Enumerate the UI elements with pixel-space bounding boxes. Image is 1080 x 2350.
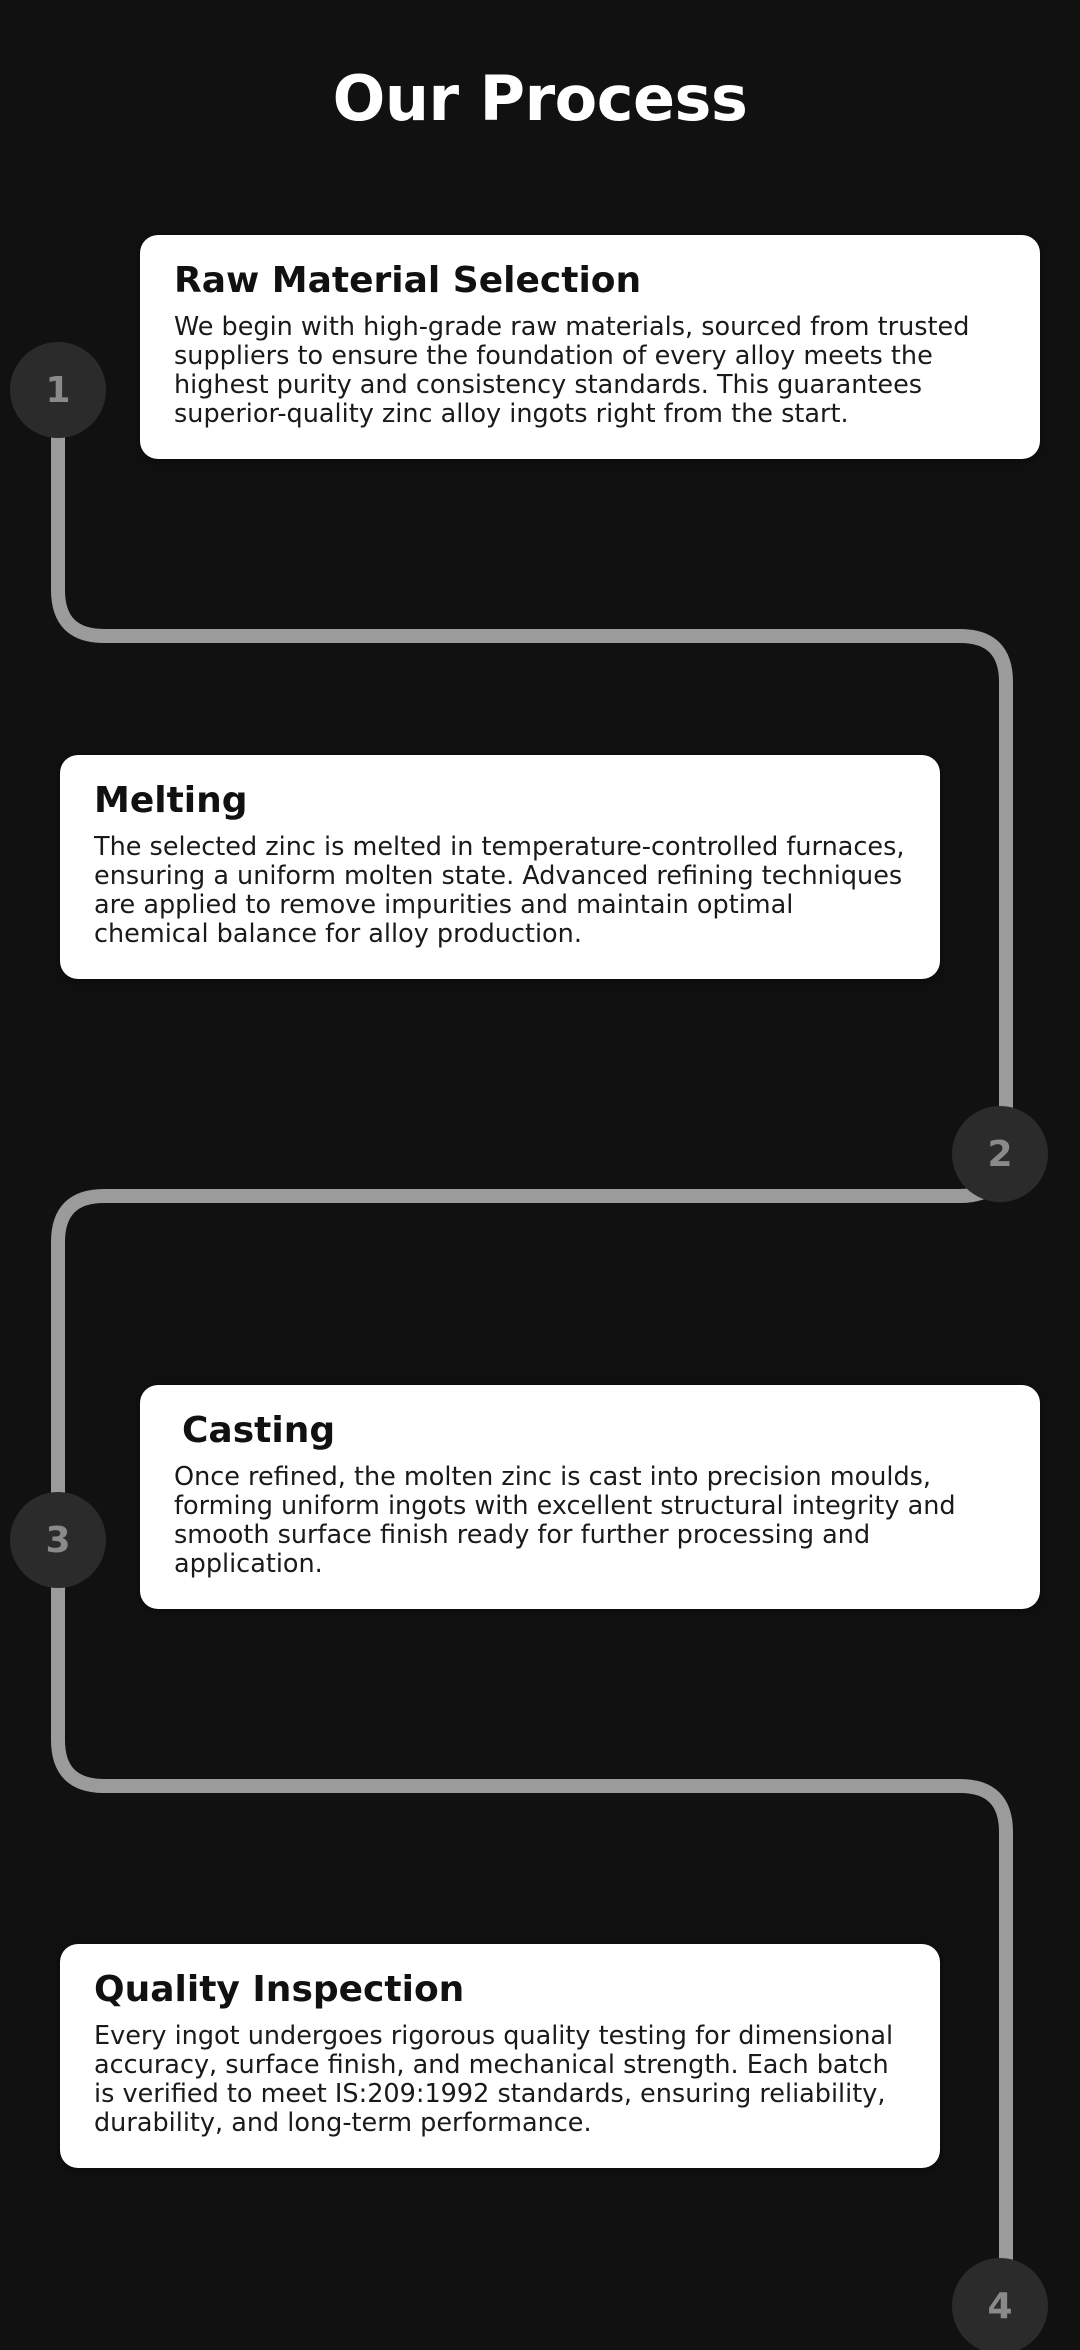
step-number-badge-1: 1 <box>10 342 106 438</box>
step-title-3: Casting <box>182 1410 336 1451</box>
step-body-3: Once refined, the molten zinc is cast into precision moulds, forming uniform ingots with excellent structural integrity and smooth surface finish ready for further processing and application. <box>174 1461 956 1579</box>
step-body-1: We begin with high-grade raw materials, sourced from trusted suppliers to ensure the foundation of every alloy meets the highest purity and consistency standards. This guarantees superior-quality zinc alloy ingots right from the start. <box>174 311 970 429</box>
step-body-2: The selected zinc is melted in temperature-controlled furnaces, ensuring a uniform molten state. Advanced refining techniques are applied to remove impurities and maintain optimal chemical balance for alloy production. <box>94 831 905 949</box>
process-step-card-2 <box>60 755 940 979</box>
step-title-1: Raw Material Selection <box>174 260 642 301</box>
step-body-4: Every ingot undergoes rigorous quality testing for dimensional accuracy, surface finish, and mechanical strength. Each batch is verified to meet IS:209:1992 standards, ensuring reliability, durability, and long-term performance. <box>94 2020 894 2138</box>
step-title-2: Melting <box>94 780 248 821</box>
step-number-badge-3: 3 <box>10 1492 106 1588</box>
process-step-card-4 <box>60 1944 940 2168</box>
step-number-badge-2: 2 <box>952 1106 1048 1202</box>
step-number-badge-4: 4 <box>952 2258 1048 2350</box>
step-title-4: Quality Inspection <box>94 1969 465 2010</box>
process-step-card-3 <box>140 1385 1040 1609</box>
page-title: Our Process <box>332 62 748 135</box>
process-step-card-1 <box>140 235 1040 459</box>
